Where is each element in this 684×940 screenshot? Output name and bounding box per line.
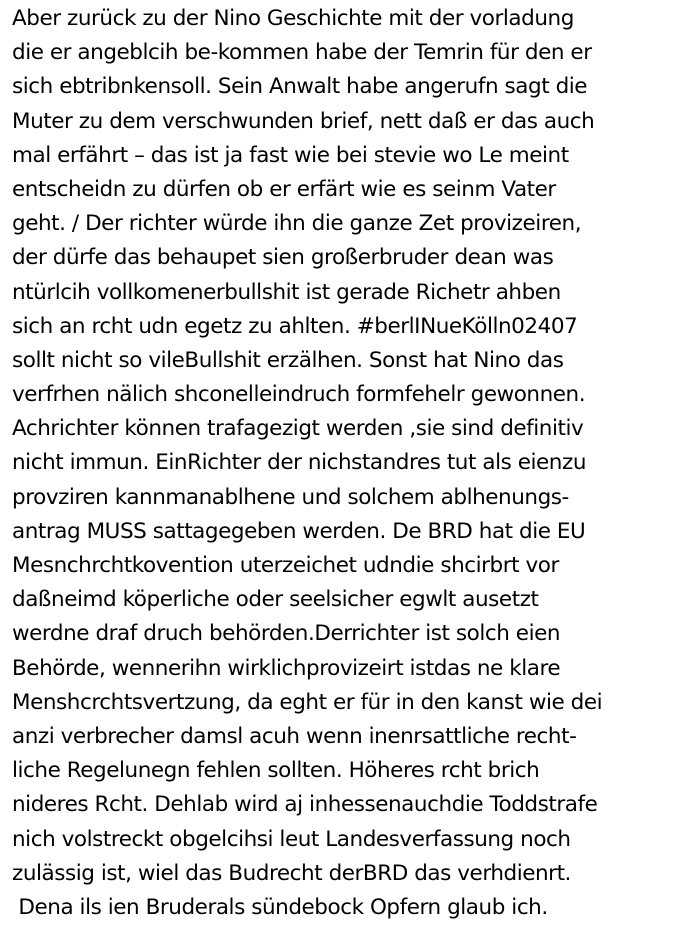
text-line: Achrichter können trafagezigt werden ,sie sind definitiv <box>12 416 584 442</box>
text-line: geht. / Der richter würde ihn die ganze Zet provizeiren, <box>12 211 582 237</box>
text-line: ntürlcih vollkomenerbullshit ist gerade Richetr ahben <box>12 279 561 305</box>
text-line: sollt nicht so vileBullshit erzälhen. Sonst hat Nino das <box>12 347 564 373</box>
text-line: nich volstreckt obgelcihsi leut Landesverfassung noch <box>12 826 571 852</box>
text-line: antrag MUSS sattagegeben werden. De BRD hat die EU <box>12 518 586 544</box>
text-line: nicht immun. EinRichter der nichstandres tut als eienzu <box>12 450 586 476</box>
text-line: Mesnchrchtkovention uterzeichet udndie shcirbrt vor <box>12 553 559 578</box>
text-line: liche Regelunegn fehlen sollten. Höheres rcht brich <box>12 758 540 784</box>
text-line: nideres Rcht. Dehlab wird aj inhessenauchdie Toddstrafe <box>12 792 598 818</box>
text-line: sich ebtribnkensoll. Sein Anwalt habe angerufn sagt die <box>12 74 588 100</box>
text-line: entscheidn zu dürfen ob er erfärt wie es seinm Vater <box>12 176 556 202</box>
text-line: Behörde, wennerihn wirklichprovizeirt istdas ne klare <box>12 655 561 681</box>
text-line: Menshcrchtsvertzung, da eght er für in den kanst wie dei <box>12 689 603 715</box>
text-line: mal erfährt – das ist ja fast wie bei stevie wo Le meint <box>12 142 569 168</box>
text-line: die er angeblcih be-kommen habe der Temrin für den er <box>12 40 592 66</box>
text-line: Dena ils ien Bruderals sündebock Opfern glaub ich. <box>12 894 548 920</box>
text-line: sich an rcht udn egetz zu ahlten. #berlINueKölln02407 <box>12 313 578 339</box>
text-block <box>12 2 680 925</box>
text-line: werdne draf druch behörden.Derrichter ist solch eien <box>12 621 561 647</box>
text-line: verfrhen nälich shconelleindruch formfehelr gewonnen. <box>12 382 586 408</box>
text-line: daßneimd köperliche oder seelsicher egwlt ausetzt <box>12 587 539 613</box>
text-line: zulässig ist, wiel das Budrecht derBRD das verhdienrt. <box>12 860 571 886</box>
text-line: anzi verbrecher damsl acuh wenn inenrsattliche recht- <box>12 723 577 749</box>
text-line: der dürfe das behaupet sien großerbruder dean was <box>12 245 554 271</box>
text-line: Muter zu dem verschwunden brief, nett daß er das auch <box>12 108 595 134</box>
text-line: Aber zurück zu der Nino Geschichte mit der vorladung <box>12 6 574 31</box>
text-line: provziren kannmanablhene und solchem ablhenungs- <box>12 484 569 510</box>
